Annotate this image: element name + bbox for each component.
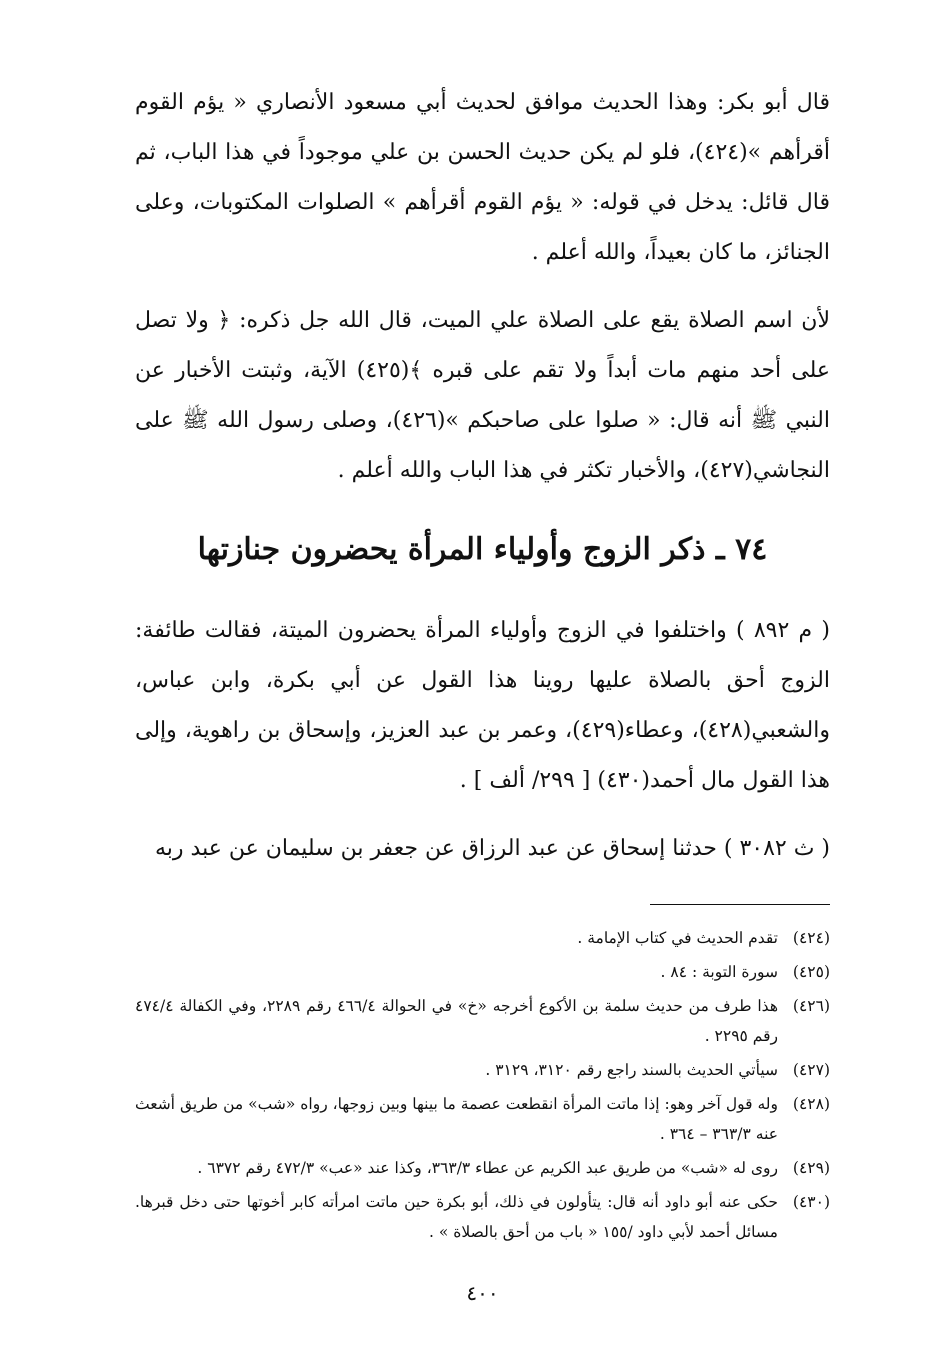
paragraph-3: ( م ٨٩٢ ) واختلفوا في الزوج وأولياء المرأة يحضرون الميتة، فقالت طائفة: الزوج أحق بالصلاة عليها روينا هذا القول عن أبي بكرة، وابن عباس، والشعبي(٤٢٨)، وعطاء(٤٢٩)، وعمر بن عبد العزيز، وإسحاق بن راهوية، وإلى هذا القول مال أحمد(٤٣٠) [ ٢٩٩/ ألف ] . xyxy=(135,618,830,793)
footnote-text: سيأتي الحديث بالسند راجع رقم ٣١٢٠، ٣١٢٩ . xyxy=(485,1061,778,1079)
footnote-text: روى له «شب» من طريق عبد الكريم عن عطاء ٣٦٣/٣، وكذا عند «عب» ٤٧٢/٣ رقم ٦٣٧٢ . xyxy=(197,1159,778,1177)
footnote xyxy=(135,923,830,953)
footnote-number: (٤٢٥) xyxy=(792,963,830,981)
footnote-number: (٤٢٤) xyxy=(792,929,830,947)
footnote-number: (٤٣٠) xyxy=(792,1193,830,1211)
footnote-number: (٤٢٦) xyxy=(792,997,830,1015)
footnote-text: وله قول آخر وهو: إذا ماتت المرأة انقطعت عصمة ما بينها وبين زوجها، رواه «شب» من طريق أشعث عنه ٣٦٣/٣ – ٣٦٤ . xyxy=(135,1095,778,1143)
footnote-text: تقدم الحديث في كتاب الإمامة . xyxy=(577,929,778,947)
page-body xyxy=(135,78,830,1305)
paragraph-4: ( ث ٣٠٨٢ ) حدثنا إسحاق عن عبد الرزاق عن جعفر بن سليمان عن عبد ربه xyxy=(154,836,830,861)
footnote-text: حكى عنه أبو داود أنه قال: يتأولون في ذلك، أبو بكرة حين ماتت امرأته كابر أخوتها حتى دخل قبرها. مسائل أحمد لأبي داود /١٥٥ « باب من أحق بالصلاة » . xyxy=(135,1193,778,1241)
footnotes xyxy=(135,923,830,1247)
page-number: ٤٠٠ xyxy=(466,1281,499,1305)
footnote xyxy=(135,1187,830,1247)
footnote-text: هذا طرف من حديث سلمة بن الأكوع أخرجه «خ» في الحوالة ٤٦٦/٤ رقم ٢٢٨٩، وفي الكفالة ٤٧٤/٤ رقم ٢٢٩٥ . xyxy=(135,997,778,1045)
section-heading: ٧٤ ـ ذكر الزوج وأولياء المرأة يحضرون جنازتها xyxy=(197,532,768,567)
footnote xyxy=(135,1089,830,1149)
footnote xyxy=(135,991,830,1051)
footnote-number: (٤٢٨) xyxy=(792,1095,830,1113)
footnote-text: سورة التوبة : ٨٤ . xyxy=(660,963,778,981)
footnote-number: (٤٢٩) xyxy=(792,1159,830,1177)
paragraph-2: لأن اسم الصلاة يقع على الصلاة علي الميت، قال الله جل ذكره: ﴿ ولا تصل على أحد منهم مات أبداً ولا تقم على قبره ﴾(٤٢٥) الآية، وثبتت الأخبار عن النبي ﷺ أنه قال: « صلوا على صاحبكم »(٤٢٦)، وصلى رسول الله ﷺ على النجاشي(٤٢٧)، والأخبار تكثر في هذا الباب والله أعلم . xyxy=(135,308,831,483)
footnote-number: (٤٢٧) xyxy=(792,1061,830,1079)
footnote-separator xyxy=(650,904,830,905)
footnote xyxy=(135,957,830,987)
paragraph-1: قال أبو بكر: وهذا الحديث موافق لحديث أبي مسعود الأنصاري « يؤم القوم أقرأهم »(٤٢٤)، فلو لم يكن حديث الحسن بن علي موجوداً في هذا الباب، ثم قال قائل: يدخل في قوله: « يؤم القوم أقرأهم » الصلوات المكتوبات، وعلى الجنائز، ما كان بعيداً، والله أعلم . xyxy=(135,90,830,265)
footnote xyxy=(135,1055,830,1085)
footnote xyxy=(135,1153,830,1183)
